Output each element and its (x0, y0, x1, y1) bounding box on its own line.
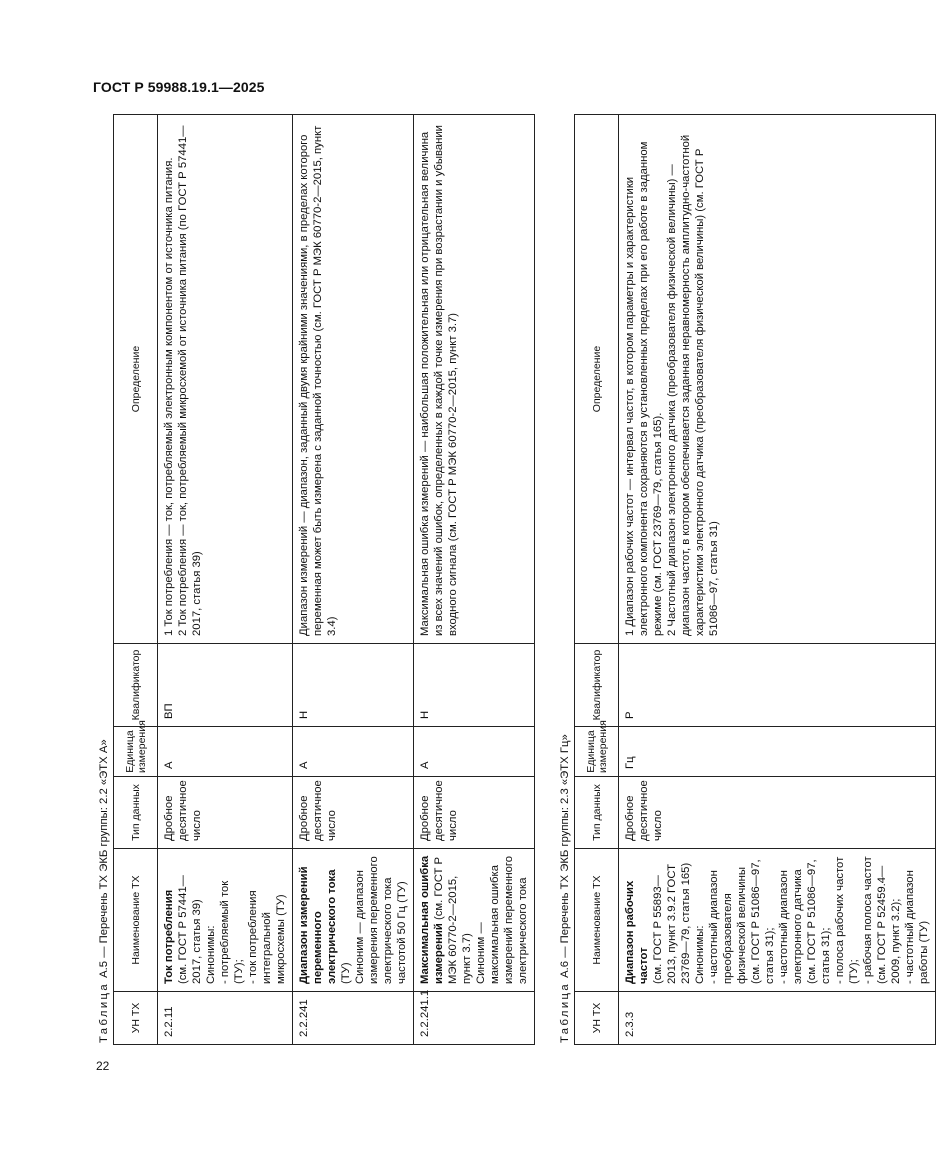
cell-type: Дробное десятичное число (158, 777, 293, 849)
cell-definition: 1 Ток потребления — ток, потребляемый электронным компонентом от источника питания. 2 Ток потребления — ток, потребляемый микросхемой от источника питания (по ГОСТ Р 57441—2017, статья 39) (158, 115, 293, 644)
cell-definition: Диапазон измерений — диапазон, заданный двумя крайними значениями, в пределах которого переменная может быть измерена с заданной точностью (см. ГОСТ Р МЭК 60770-2—2015, пункт 3.4) (293, 115, 414, 644)
table-a6-caption-label: Таблица (559, 981, 571, 1043)
table-a5-caption-label: Таблица (98, 981, 110, 1043)
table-row (619, 115, 936, 1045)
cell-type: Дробное десятичное число (619, 777, 936, 849)
cell-definition: Максимальная ошибка измерений — наибольшая положительная или отрицательная величина из всех значений ошибок, определенных в каждой точке измерения при возрастании и убывании входного сигнала (см. ГОСТ Р МЭК 60770-2—2015, пункт 3.7) (414, 115, 535, 644)
cell-name (414, 849, 535, 992)
cell-qualifier: Р (619, 644, 936, 727)
cell-code: 2.2.241.1 (414, 992, 535, 1045)
table-a6 (574, 114, 936, 1045)
table-a6-caption-text: А.6 — Перечень ТХ ЭКБ группы: 2.3 «ЭТХ Гц» (559, 734, 571, 978)
col-header-unit: Единица измерения (575, 727, 619, 777)
col-header-unit: Единица измерения (114, 727, 158, 777)
cell-code: 2.2.241 (293, 992, 414, 1045)
table-row (158, 115, 293, 1045)
cell-unit: Гц (619, 727, 936, 777)
col-header-qualifier: Квалификатор (575, 644, 619, 727)
rotated-content (95, 105, 936, 1045)
cell-unit: А (414, 727, 535, 777)
page-number: 22 (96, 1059, 110, 1073)
document-header: ГОСТ Р 59988.19.1—2025 (93, 79, 265, 95)
col-header-type: Тип данных (575, 777, 619, 849)
col-header-name: Наименование ТХ (575, 849, 619, 992)
table-a6-header-row (575, 115, 619, 1045)
cell-name (619, 849, 936, 992)
table-row (293, 115, 414, 1045)
col-header-code: УН ТХ (575, 992, 619, 1045)
col-header-type: Тип данных (114, 777, 158, 849)
table-a5 (113, 114, 535, 1045)
table-a5-caption (95, 105, 111, 1045)
col-header-definition: Определение (114, 115, 158, 644)
cell-name-rest: (см. ГОСТ Р МЭК 60770-2—2015, пункт 3.7) Синоним — максимальная ошибка измерений переменного электрического тока (433, 855, 529, 984)
table-a5-caption-text: А.5 — Перечень ТХ ЭКБ группы: 2.2 «ЭТХ А» (98, 739, 110, 978)
cell-name-bold: Ток потребления (163, 889, 175, 984)
cell-qualifier: Н (414, 644, 535, 727)
col-header-code: УН ТХ (114, 992, 158, 1045)
cell-name-bold: Максимальная ошибка измерений (419, 855, 445, 984)
cell-name (293, 849, 414, 992)
cell-name-rest: (ТУ) Синоним — диапазон измерения переменного электрического тока частотой 50 Гц (ТУ) (340, 856, 408, 984)
cell-unit: А (293, 727, 414, 777)
table-a6-caption (556, 105, 572, 1045)
col-header-name: Наименование ТХ (114, 849, 158, 992)
cell-name (158, 849, 293, 992)
cell-qualifier: ВП (158, 644, 293, 727)
cell-type: Дробное десятичное число (293, 777, 414, 849)
cell-type: Дробное десятичное число (414, 777, 535, 849)
col-header-qualifier: Квалификатор (114, 644, 158, 727)
cell-name-bold: Диапазон рабочих частот (624, 880, 650, 984)
cell-code: 2.2.11 (158, 992, 293, 1045)
cell-unit: А (158, 727, 293, 777)
cell-code: 2.3.3 (619, 992, 936, 1045)
table-a5-header-row (114, 115, 158, 1045)
col-header-definition: Определение (575, 115, 619, 644)
cell-name-rest: (см. ГОСТ Р 55893—2013, пункт 3.9.2 ГОСТ 23769—79, статья 165) Синонимы: - частотный диапазон преобразователя физической величины (см. ГОСТ Р 51086—97, статья 31); - частотный диапазон электронного датчика (см. ГОСТ Р 51086—97, статья 31); - полоса рабочих частот (ТУ); - рабочая полоса частот (см. ГОСТ Р 52459.4—2009, пункт 3.2); - частотный диапазон работы (ТУ) (652, 856, 930, 984)
cell-qualifier: Н (293, 644, 414, 727)
table-row (414, 115, 535, 1045)
cell-definition: 1 Диапазон рабочих частот — интервал частот, в котором параметры и характеристики электронного компонента сохраняются в установленных пределах при его работе в заданном режиме (см. ГОСТ 23769—79, статья 165). 2 Частотный диапазон электронного датчика (преобразователя физической величины) — диапазон частот, в котором обеспечивается заданная неравномерность амплитудно-частотной характеристики электронного датчика (преобразователя физической величины) (см. ГОСТ Р 51086—97, статья 31) (619, 115, 936, 644)
cell-name-rest: (см. ГОСТ Р 57441—2017, статья 39) Синонимы: - потребляемый ток (ТУ); - ток потребления интегральной микросхемы (ТУ) (177, 875, 287, 984)
cell-name-bold: Диапазон измерений переменного электрического тока (298, 866, 338, 984)
